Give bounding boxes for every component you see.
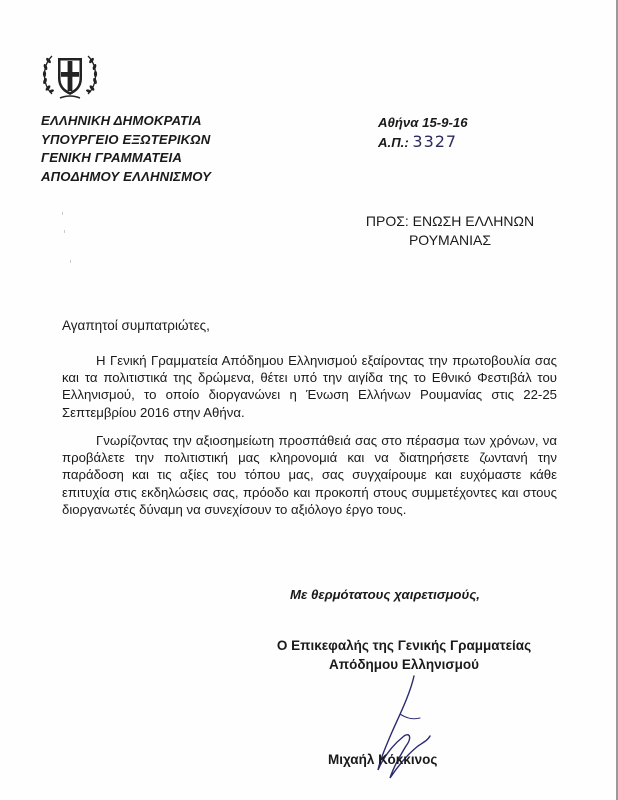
signer-name: Μιχαήλ Κόκκινος [328, 752, 438, 767]
greek-coat-of-arms-icon [38, 44, 102, 108]
date-block [378, 113, 468, 152]
protocol-label: Α.Π.: [378, 135, 409, 150]
protocol-line [378, 132, 468, 152]
letter-date: Αθήνα 15-9-16 [378, 115, 468, 130]
protocol-number: 3327 [412, 132, 458, 151]
sender-block [41, 112, 211, 186]
sender-line-3: ΓΕΝΙΚΗ ΓΡΑΜΜΑΤΕΙΑ [41, 150, 182, 165]
sender-line-1: ΕΛΛΗΝΙΚΗ ΔΗΜΟΚΡΑΤΙΑ [41, 113, 202, 128]
salutation: Αγαπητοί συμπατριώτες, [62, 318, 210, 333]
recipient-line-2: ΡΟΥΜΑΝΙΑΣ [408, 232, 492, 248]
signer-title [248, 636, 560, 674]
signer-title-line-2: Απόδημου Ελληνισμού [328, 657, 479, 672]
scan-speck [70, 260, 71, 263]
sender-line-4: ΑΠΟΔΗΜΟΥ ΕΛΛΗΝΙΣΜΟΥ [41, 168, 212, 184]
recipient-block [352, 212, 548, 250]
paragraph-1-text: Η Γενική Γραμματεία Απόδημου Ελληνισμού εξαίροντας την πρωτοβουλία σας και τα πολιτιστικά της δρώμενα, θέτει υπό την αιγίδα της το Εθνικό Φεστιβάλ του Ελληνισμού, το οποίο διοργανώνει η Ένωση Ελλήνων Ρουμανίας στις 22-25 Σεπτεμβρίου 2016 στην Αθήνα. [62, 353, 557, 420]
body-paragraph-1 [62, 352, 557, 421]
sender-line-2: ΥΠΟΥΡΓΕΙΟ ΕΞΩΤΕΡΙΚΩΝ [41, 131, 211, 147]
body-paragraph-2 [62, 432, 557, 518]
signer-title-line-1: Ο Επικεφαλής της Γενικής Γραμματείας [276, 638, 532, 653]
paragraph-2-text: Γνωρίζοντας την αξιοσημείωτη προσπάθειά σας στο πέρασμα των χρόνων, να προβάλετε την πολιτιστική μας κληρονομιά και να διατηρήσετε ζωντανή την παράδοση και τις αξίες του τόπου μας, σας συγχαίρουμε και ευχόμαστε κάθε επιτυχία στις εκδηλώσεις σας, πρόοδο και προκοπή στους συμμετέχοντες και στους διοργανωτές δύναμη να συνεχίσουν το αξιόλογο έργο τους. [62, 433, 557, 517]
scan-speck [64, 230, 65, 233]
recipient-line-1: ΠΡΟΣ: ΕΝΩΣΗ ΕΛΛΗΝΩΝ [365, 213, 535, 229]
closing-greeting: Με θερμότατους χαιρετισμούς, [290, 587, 480, 602]
scan-speck [62, 212, 63, 215]
